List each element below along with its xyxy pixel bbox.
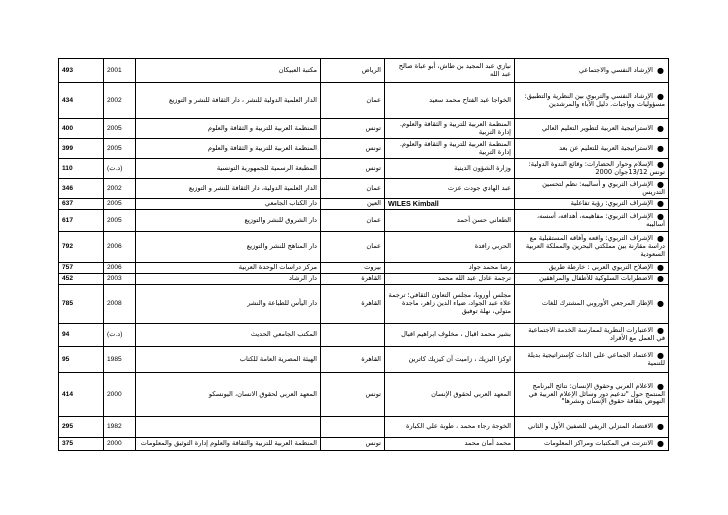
city-cell: بيروت <box>321 263 385 274</box>
record-number-cell: 400 <box>59 119 104 139</box>
table-row <box>59 373 669 417</box>
year-cell: 2002 <box>104 179 136 199</box>
author-cell: اوكزا اليزيك ، زاميت آن كيزيك كاترين <box>385 347 515 373</box>
author-cell: محمد أمان محمد <box>385 438 515 451</box>
publisher-cell: المعهد العربي لحقوق الانسان، اليونسكو <box>136 373 321 417</box>
table-row <box>59 179 669 199</box>
table-row <box>59 417 669 438</box>
publisher-cell: مركز دراسات الوحدة العربية <box>136 263 321 274</box>
title-cell <box>515 210 669 232</box>
bullet-icon: ● <box>657 299 664 309</box>
publisher-cell: دار المناهج للنشر والتوزيع <box>136 232 321 263</box>
year-cell: 2006 <box>104 232 136 263</box>
bullet-icon: ● <box>657 234 664 244</box>
record-number-cell: 414 <box>59 373 104 417</box>
bibliography-table <box>58 58 669 451</box>
title-cell <box>515 179 669 199</box>
table-row <box>59 199 669 210</box>
year-cell: 1985 <box>104 347 136 373</box>
author-cell: بشير محمد اقبال ، مخلوف ابراهيم اقبال <box>385 324 515 347</box>
record-number-cell: 637 <box>59 199 104 210</box>
city-cell: تونس <box>321 119 385 139</box>
bullet-icon: ● <box>657 263 664 273</box>
title-cell <box>515 139 669 159</box>
title-cell <box>515 373 669 417</box>
city-cell: عمان <box>321 179 385 199</box>
title-cell <box>515 417 669 438</box>
publisher-cell: دار الشروق للنشر والتوزيع <box>136 210 321 232</box>
title-text: الإشراف التربوي: رؤية تفاعلية <box>570 199 654 208</box>
title-text: الإرشاد النفسي والاجتماعي <box>578 65 654 74</box>
table-row <box>59 347 669 373</box>
publisher-cell <box>136 417 321 438</box>
title-text: الاقتصاد المنزلي الريفي للصفين الأول و الثاني <box>527 422 654 431</box>
title-text: الاعتبارات النظرية لممارسة الخدمة الاجتماعية في العمل مع الأفراد <box>528 326 665 342</box>
table-row <box>59 263 669 274</box>
publisher-cell: المنظمة العربية للتربية و الثقافة والعلوم <box>136 119 321 139</box>
bullet-icon: ● <box>657 199 664 209</box>
city-cell: القاهرة <box>321 274 385 285</box>
city-cell: الرياض <box>321 59 385 83</box>
title-cell <box>515 119 669 139</box>
table-row <box>59 83 669 119</box>
title-text: الاعتماد الجماعي على الذات كإستراتيجية بديلة للتنمية <box>527 350 665 367</box>
table-row <box>59 274 669 285</box>
title-text: الانترنت في المكتبات ومراكز المعلومات <box>543 439 654 448</box>
title-cell <box>515 59 669 83</box>
record-number-cell: 399 <box>59 139 104 159</box>
bullet-icon: ● <box>657 439 664 449</box>
record-number-cell: 375 <box>59 438 104 451</box>
author-cell: نيازي عبد المجيد بن طاش، أبو عباة صالح عبد الله <box>385 59 515 83</box>
bullet-icon: ● <box>657 91 664 101</box>
publisher-cell: المنظمة العربية للتربية و الثقافة والعلوم <box>136 139 321 159</box>
publisher-cell: المنظمة العربية للتربية والثقافة والعلوم إدارة التوثيق والمعلومات <box>136 438 321 451</box>
bullet-icon: ● <box>657 179 664 189</box>
city-cell: العين <box>321 199 385 210</box>
table-row <box>59 210 669 232</box>
author-cell: الطعاني حسن أحمد <box>385 210 515 232</box>
title-text: الإطار المرجعي الأوروبي المشترك للغات <box>541 299 654 308</box>
year-cell: 2001 <box>104 59 136 83</box>
title-text: الإصلاح التربوي العربي : خارطة طريق <box>548 263 654 272</box>
record-number-cell: 434 <box>59 83 104 119</box>
city-cell: تونس <box>321 139 385 159</box>
table-row <box>59 119 669 139</box>
table-row <box>59 59 669 83</box>
title-cell <box>515 347 669 373</box>
record-number-cell: 452 <box>59 274 104 285</box>
bullet-icon: ● <box>657 422 664 432</box>
table-row <box>59 232 669 263</box>
year-cell: (د.ت) <box>104 159 136 179</box>
author-cell: رضا محمد جواد <box>385 263 515 274</box>
table-row <box>59 159 669 179</box>
author-cell: الخوجة رجاء محمد ، طوبة علي الكبارة <box>385 417 515 438</box>
year-cell: 2008 <box>104 285 136 324</box>
year-cell: 2000 <box>104 438 136 451</box>
title-text: الاعلام العربي وحقوق الإنسان: نتائج البرنامج المنتمج حول "تدعيم دور وسائل الإعلام العربية في النهوض بثقافة حقوق الإنسان ونشرها" <box>528 381 665 406</box>
year-cell: 1982 <box>104 417 136 438</box>
publisher-cell: الدار العلمية الدولية للنشر ، دار الثقافة للنشر و التوزيع <box>136 83 321 119</box>
record-number-cell: 94 <box>59 324 104 347</box>
record-number-cell: 346 <box>59 179 104 199</box>
record-number-cell: 493 <box>59 59 104 83</box>
author-cell: الحربي رافدة <box>385 232 515 263</box>
bullet-icon: ● <box>657 211 664 221</box>
publisher-cell: الهيئة المصرية العامة للكتاب <box>136 347 321 373</box>
author-cell: WILES Kimball <box>385 199 515 210</box>
city-cell: تونس <box>321 373 385 417</box>
publisher-cell: المطبعة الرسمية للجمهورية التونسية <box>136 159 321 179</box>
bullet-icon: ● <box>657 159 664 169</box>
bullet-icon: ● <box>657 381 664 391</box>
table-row <box>59 324 669 347</box>
publisher-cell: المكتب الجامعي الحديث <box>136 324 321 347</box>
record-number-cell: 792 <box>59 232 104 263</box>
title-text: الاستراتيجية العربية لتطوير التعليم العالي <box>542 123 654 132</box>
title-cell <box>515 324 669 347</box>
title-text: الإرشاد النفسي والتربوي بين النظرية والتطبيق: مسؤوليات وواجبات. دليل الآباء والمرشدين <box>524 91 665 108</box>
record-number-cell: 785 <box>59 285 104 324</box>
publisher-cell: دار الرشاد <box>136 274 321 285</box>
title-cell <box>515 438 669 451</box>
year-cell: 2005 <box>104 199 136 210</box>
title-text: الإشراف التربوي: مفاهيمه، أهدافه، أسسه، أساليبه <box>536 211 665 228</box>
city-cell: عمان <box>321 210 385 232</box>
author-cell: الخواجا عبد الفتاح محمد سعيد <box>385 83 515 119</box>
record-number-cell: 617 <box>59 210 104 232</box>
title-cell <box>515 83 669 119</box>
city-cell: تونس <box>321 159 385 179</box>
title-cell <box>515 274 669 285</box>
city-cell: عمان <box>321 83 385 119</box>
title-cell <box>515 263 669 274</box>
publisher-cell: دار الكتاب الجامعي <box>136 199 321 210</box>
table-row <box>59 139 669 159</box>
table-row <box>59 285 669 324</box>
author-cell: المعهد العربي لحقوق الإنسان <box>385 373 515 417</box>
record-number-cell: 295 <box>59 417 104 438</box>
record-number-cell: 110 <box>59 159 104 179</box>
title-cell <box>515 159 669 179</box>
publisher-cell: مكتبة العبيكان <box>136 59 321 83</box>
author-cell: ترجمة عادل عبد الله محمد <box>385 274 515 285</box>
year-cell: 2005 <box>104 210 136 232</box>
bullet-icon: ● <box>657 143 664 153</box>
year-cell: 2000 <box>104 373 136 417</box>
year-cell: (د.ت) <box>104 324 136 347</box>
year-cell: 2003 <box>104 274 136 285</box>
author-cell: مجلس أوروبا، مجلس التعاون الثقافي؛ ترجمة علاء عبد الجواد، ضياء الدين زاهر، ماجدة متولي، نهلة توفيق <box>385 285 515 324</box>
title-text: الإسلام وحوار الحضارات: وقائع الندوة الدولية: تونس 13/12جوان 2000 <box>528 159 665 176</box>
title-text: الاضطرابات السلوكية للأطفال والمراهقين <box>539 274 654 283</box>
year-cell: 2005 <box>104 119 136 139</box>
year-cell: 2006 <box>104 263 136 274</box>
record-number-cell: 757 <box>59 263 104 274</box>
bullet-icon: ● <box>657 274 664 284</box>
title-cell <box>515 232 669 263</box>
city-cell: القاهرة <box>321 285 385 324</box>
bullet-icon: ● <box>657 350 664 360</box>
city-cell: تونس <box>321 438 385 451</box>
city-cell <box>321 324 385 347</box>
city-cell <box>321 417 385 438</box>
publisher-cell: الدار العلمية الدولية، دار الثقافة للنشر و التوزيع <box>136 179 321 199</box>
author-cell: المنظمة العربية للتربية و الثقافة والعلوم. إدارة التربية <box>385 119 515 139</box>
title-cell <box>515 199 669 210</box>
bullet-icon: ● <box>657 65 664 75</box>
record-number-cell: 95 <box>59 347 104 373</box>
title-text: الاستراتيجية العربية للتعليم عن بعد <box>559 143 654 152</box>
title-cell <box>515 285 669 324</box>
year-cell: 2002 <box>104 83 136 119</box>
author-cell: عبد الهادي جودت عزت <box>385 179 515 199</box>
title-text: الإشراف التربوي: واقعه وآفاقه المستقبلية مع دراسة مقارنة بين مملكتي البحرين والمملكة العربية السعودية <box>525 234 665 258</box>
city-cell: القاهرة <box>321 347 385 373</box>
bullet-icon: ● <box>657 123 664 133</box>
year-cell: 2005 <box>104 139 136 159</box>
table-row <box>59 438 669 451</box>
publisher-cell: دار اليأس للطباعة والنشر <box>136 285 321 324</box>
title-text: الإشراف التربوي و أساليبه: نظم لتحسين التدريس <box>542 179 665 196</box>
city-cell: عمان <box>321 232 385 263</box>
bullet-icon: ● <box>657 326 664 336</box>
author-cell: المنظمة العربية للتربية و الثقافة والعلوم. إدارة التربية <box>385 139 515 159</box>
author-cell: وزارة الشؤون الدينية <box>385 159 515 179</box>
